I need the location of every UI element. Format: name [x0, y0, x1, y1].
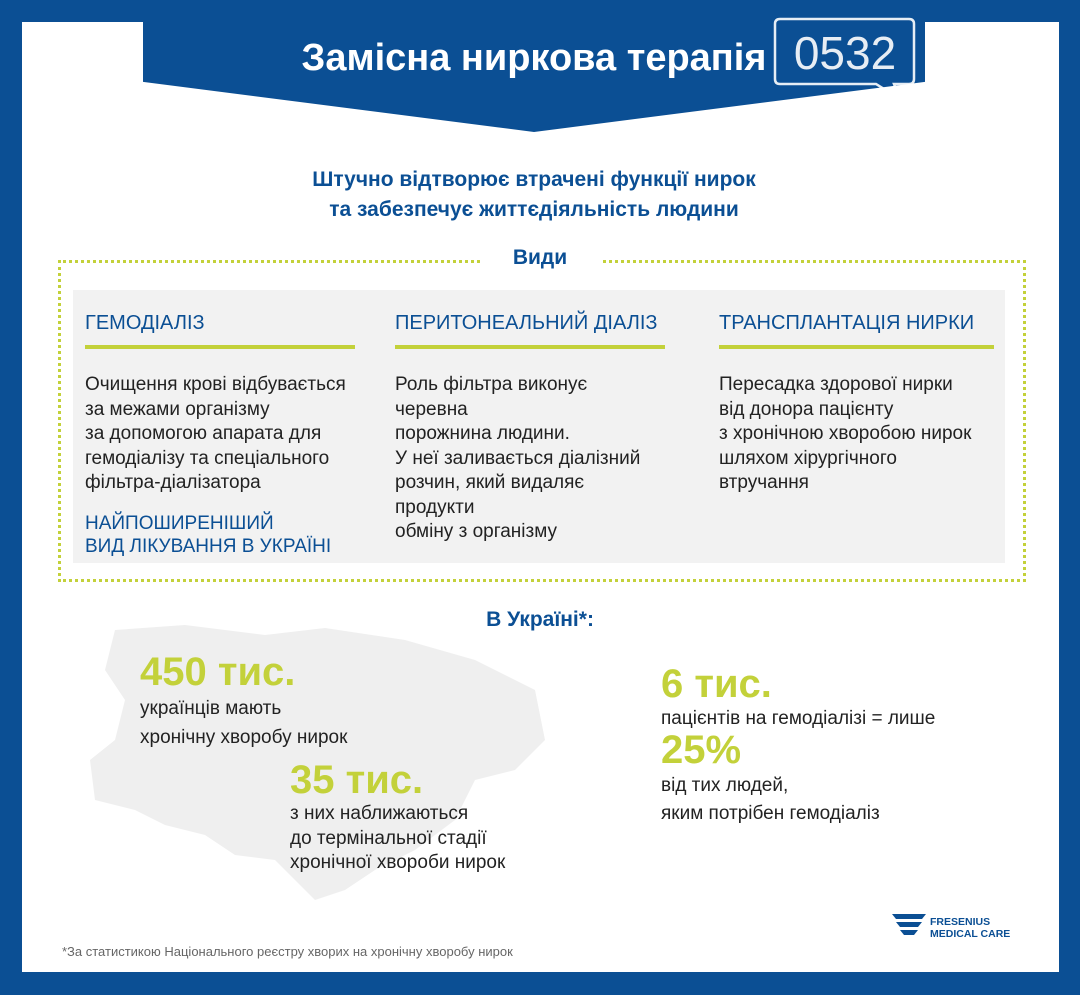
note-line: НАЙПОШИРЕНІШИЙ	[85, 512, 274, 534]
text-line: з хронічною хворобою нирок	[719, 423, 972, 444]
stat-hemodialysis-patients	[661, 662, 935, 828]
page-title: Замісна ниркова терапія	[301, 37, 767, 79]
text-line: порожнина людини.	[395, 423, 570, 444]
brand-line: FRESENIUS	[930, 916, 991, 928]
text-line: втручання	[719, 472, 809, 493]
text-line: з них наближаються	[290, 803, 469, 824]
stat-terminal-stage	[290, 758, 505, 876]
stat-value: 450 тис.	[140, 650, 296, 694]
brand-name	[930, 916, 1010, 940]
stat-description	[290, 802, 505, 876]
text-line: гемодіалізу та спеціального	[85, 447, 330, 469]
text-line: хронічної хвороби нирок	[290, 852, 506, 873]
subtitle	[143, 165, 925, 225]
text-line: за допомогою апарата для	[85, 423, 322, 444]
logo-text: 0532	[793, 27, 897, 79]
text-line: за межами організму	[85, 398, 270, 420]
type-hemodialysis	[85, 310, 355, 558]
text-line: обміну з організму	[395, 521, 557, 542]
type-description	[85, 373, 355, 496]
text-line: Очищення крові відбувається	[85, 374, 346, 395]
stat-description: пацієнтів на гемодіалізі = лише	[661, 708, 936, 729]
types-title: Види	[480, 244, 600, 272]
type-description	[395, 373, 665, 545]
type-description	[719, 373, 994, 496]
text-line: українців мають	[140, 698, 282, 719]
fresenius-logo-icon	[892, 912, 926, 940]
text-line: від тих людей,	[661, 775, 789, 796]
stat-ckd-patients	[140, 650, 347, 752]
text-line: до термінальної стадії	[290, 827, 487, 849]
text-line: Пересадка здорової нирки	[719, 374, 953, 395]
type-heading: ГЕМОДІАЛІЗ	[85, 310, 355, 349]
type-note	[85, 512, 355, 558]
site-logo[interactable]	[772, 15, 917, 101]
type-heading: ПЕРИТОНЕАЛЬНИЙ ДІАЛІЗ	[395, 310, 665, 349]
type-heading: ТРАНСПЛАНТАЦІЯ НИРКИ	[719, 310, 994, 349]
text-line: від донора пацієнту	[719, 398, 894, 420]
text-line: хронічну хворобу нирок	[140, 727, 348, 748]
type-peritoneal-dialysis	[395, 310, 665, 545]
text-line: шляхом хірургічного	[719, 447, 897, 469]
text-line: У неї заливається діалізний	[395, 447, 641, 469]
text-line: яким потрібен гемодіаліз	[661, 803, 880, 824]
stat-description	[661, 772, 935, 828]
stat-value: 6 тис.	[661, 662, 772, 706]
text-line: фільтра-діалізатора	[85, 472, 261, 493]
brand-line: MEDICAL CARE	[930, 928, 1011, 940]
subtitle-line-1: Штучно відтворює втрачені функції нирок	[312, 168, 756, 191]
type-kidney-transplant	[719, 310, 994, 496]
text-line: Роль фільтра виконує черевна	[395, 374, 588, 420]
footnote: *За статистикою Національного реєстру хворих на хронічну хворобу нирок	[62, 944, 513, 959]
stat-value: 35 тис.	[290, 758, 424, 802]
stat-percentage: 25%	[661, 728, 742, 772]
stat-description	[140, 694, 347, 752]
note-line: ВИД ЛІКУВАННЯ В УКРАЇНІ	[85, 535, 332, 557]
logo-suffix: ua	[1030, 26, 1051, 46]
ukraine-title: В Україні*:	[486, 608, 594, 631]
text-line: розчин, який видаляє продукти	[395, 472, 585, 518]
subtitle-line-2: та забезпечує життєдіяльність людини	[329, 198, 739, 221]
